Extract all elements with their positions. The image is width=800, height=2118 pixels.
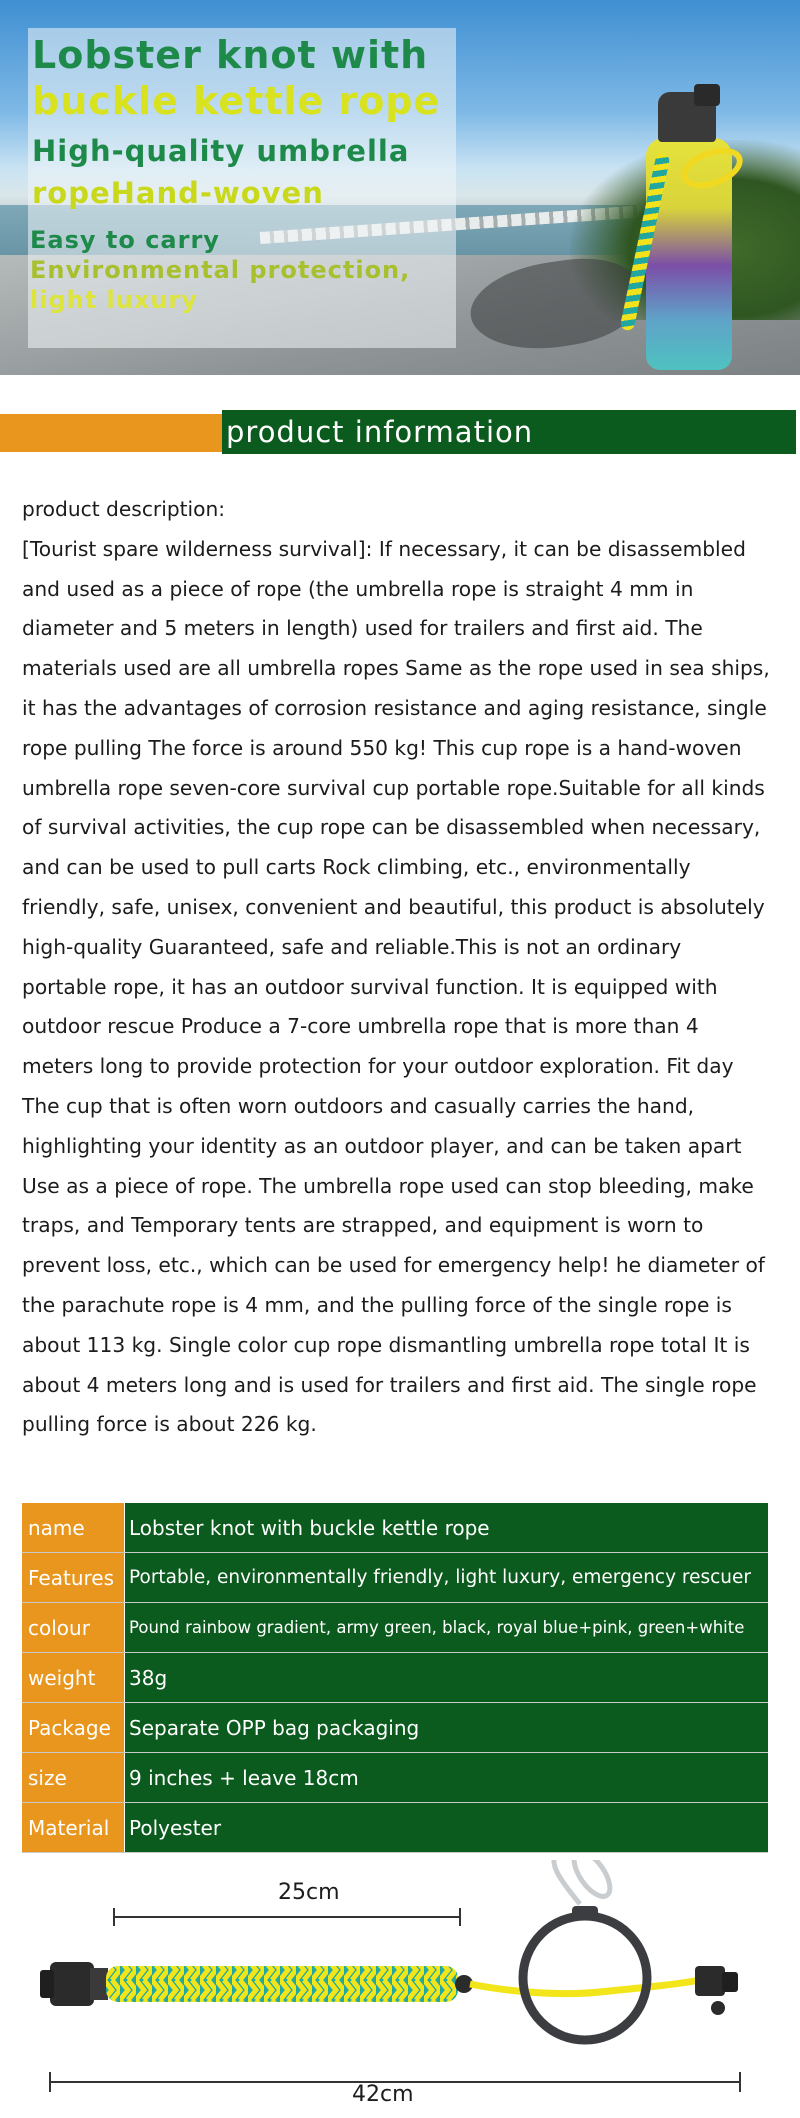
hero-title-line1: Lobster knot with: [32, 33, 429, 77]
hero-tagline: [30, 225, 470, 315]
spec-value: 38g: [125, 1653, 768, 1702]
hero-subtitle: [32, 130, 472, 214]
product-description: [22, 490, 772, 1445]
product-dimension-diagram: [40, 1860, 760, 2110]
total-length-label: 42cm: [352, 2082, 414, 2107]
hero-title: [32, 32, 462, 124]
braided-cord: [106, 1966, 458, 2002]
spec-key: name: [22, 1503, 125, 1552]
side-release-buckle-left: [40, 1962, 108, 2006]
rope-diagram-svg: [40, 1860, 760, 2110]
spec-key: Material: [22, 1803, 125, 1852]
carabiner-clip: [554, 1860, 617, 1904]
spec-key: colour: [22, 1603, 125, 1652]
hero-tag-line2: Environmental protection,: [30, 256, 411, 284]
spec-key: Features: [22, 1553, 125, 1602]
spec-value: Polyester: [125, 1803, 768, 1852]
spec-value: Separate OPP bag packaging: [125, 1703, 768, 1752]
hero-subtitle-line1: High-quality umbrella: [32, 134, 410, 168]
section-header: [0, 410, 800, 454]
hero-banner: [0, 0, 800, 375]
description-body: [Tourist spare wilderness survival]: If necessary, it can be disassembled and used as a piece of rope (the umbrella rope is straight 4 mm in diameter and 5 meters in length) used for trailers and first aid. The materials used are all umbrella ropes Same as the rope used in sea ships, it has the advantages of corrosion resistance and aging resistance, single rope pulling The force is around 550 kg! This cup rope is a hand-woven umbrella rope seven-core survival cup portable rope.Suitable for all kinds of survival activities, the cup rope can be disassembled when necessary, and can be used to pull carts Rock climbing, etc., environmentally friendly, safe, unisex, convenient and beautiful, this product is absolutely high-quality Guaranteed, safe and reliable.This is not an ordinary portable rope, it has an outdoor survival function. It is equipped with outdoor rescue Produce a 7-core umbrella rope that is more than 4 meters long to provide protection for your outdoor exploration. Fit day The cup that is often worn outdoors and casually carries the hand, highlighting your identity as an outdoor player, and can be taken apart Use as a piece of rope. The umbrella rope used can stop bleeding, make traps, and Temporary tents are strapped, and equipment is worn to prevent loss, etc., which can be used for emergency help! he diameter of the parachute rope is 4 mm, and the pulling force of the single rope is about 113 kg. Single color cup rope dismantling umbrella rope total It is about 4 meters long and is used for trailers and first aid. The single rope pulling force is about 226 kg.: [22, 536, 770, 1437]
hero-tag-line3: light luxury: [30, 286, 198, 314]
spec-row-package: [22, 1703, 768, 1753]
spec-value: Pound rainbow gradient, army green, black, royal blue+pink, green+white: [125, 1603, 768, 1652]
spec-row-material: [22, 1803, 768, 1853]
spec-key: Package: [22, 1703, 125, 1752]
description-heading: product description:: [22, 497, 226, 521]
section-header-orange-bar: [0, 414, 222, 452]
braid-dimension-line: [114, 1908, 460, 1926]
braid-length-label: 25cm: [278, 1880, 340, 1905]
hero-subtitle-line2: ropeHand-woven: [32, 176, 324, 210]
side-release-buckle-right: [695, 1966, 738, 2015]
spec-value: Portable, environmentally friendly, light luxury, emergency rescuer: [125, 1553, 768, 1602]
bottle-spout: [694, 84, 720, 106]
spec-row-colour: [22, 1603, 768, 1653]
hero-title-line2: buckle kettle rope: [32, 79, 441, 123]
spec-row-weight: [22, 1653, 768, 1703]
hero-tag-line1: Easy to carry: [30, 226, 220, 254]
spec-row-size: [22, 1753, 768, 1803]
spec-row-name: [22, 1503, 768, 1553]
spec-key: size: [22, 1753, 125, 1802]
bottle-product-image: [640, 92, 736, 372]
spec-row-features: [22, 1553, 768, 1603]
ring-mount: [572, 1906, 598, 1920]
spec-table: [22, 1503, 768, 1853]
single-rope: [470, 1980, 700, 1994]
spec-key: weight: [22, 1653, 125, 1702]
spec-value: Lobster knot with buckle kettle rope: [125, 1503, 768, 1552]
section-title: product information: [226, 415, 534, 449]
spec-value: 9 inches + leave 18cm: [125, 1753, 768, 1802]
silicone-ring: [523, 1916, 647, 2040]
